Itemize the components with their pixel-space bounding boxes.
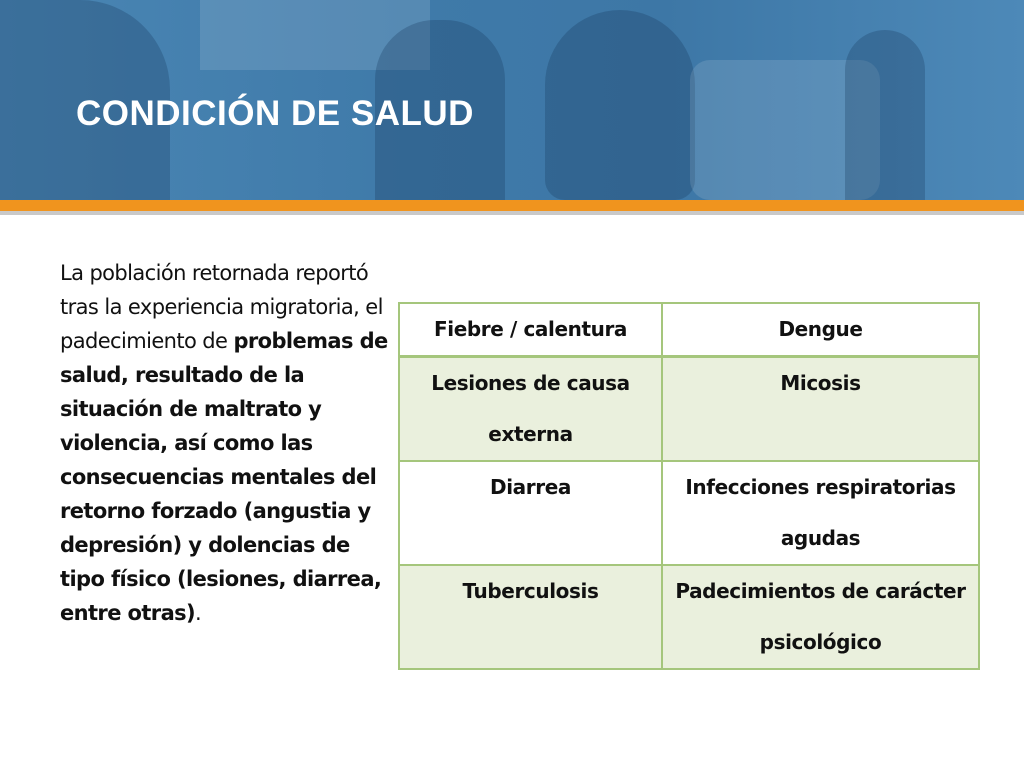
body-text-regular: La población retornada reportó tras la experiencia migratoria, el padecimiento de <box>60 261 383 353</box>
orange-divider <box>0 200 1024 211</box>
body-paragraph <box>60 256 390 630</box>
photo-figure-right <box>845 30 925 200</box>
photo-face <box>545 10 695 200</box>
table-cell: Infecciones respiratorias agudas <box>662 461 979 565</box>
table-cell: Fiebre / calentura <box>399 303 662 357</box>
header-banner <box>0 0 1024 200</box>
table-row <box>399 357 979 462</box>
slide-title: CONDICIÓN DE SALUD <box>76 94 474 133</box>
gray-divider <box>0 211 1024 215</box>
table-cell: Lesiones de causa externa <box>399 357 662 462</box>
table-row <box>399 565 979 669</box>
table-cell: Micosis <box>662 357 979 462</box>
health-conditions-table <box>398 302 980 670</box>
table-cell: Dengue <box>662 303 979 357</box>
table-row <box>399 303 979 357</box>
table-row <box>399 461 979 565</box>
table-cell: Padecimientos de carácter psicológico <box>662 565 979 669</box>
body-text-bold: problemas de salud, resultado de la situación de maltrato y violencia, así como las consecuencias mentales del retorno forzado (angustia y depresión) y dolencias de tipo físico (lesiones, diarrea, entre otras) <box>60 329 388 625</box>
body-text-end: . <box>195 601 202 625</box>
table-cell: Tuberculosis <box>399 565 662 669</box>
table-cell: Diarrea <box>399 461 662 565</box>
